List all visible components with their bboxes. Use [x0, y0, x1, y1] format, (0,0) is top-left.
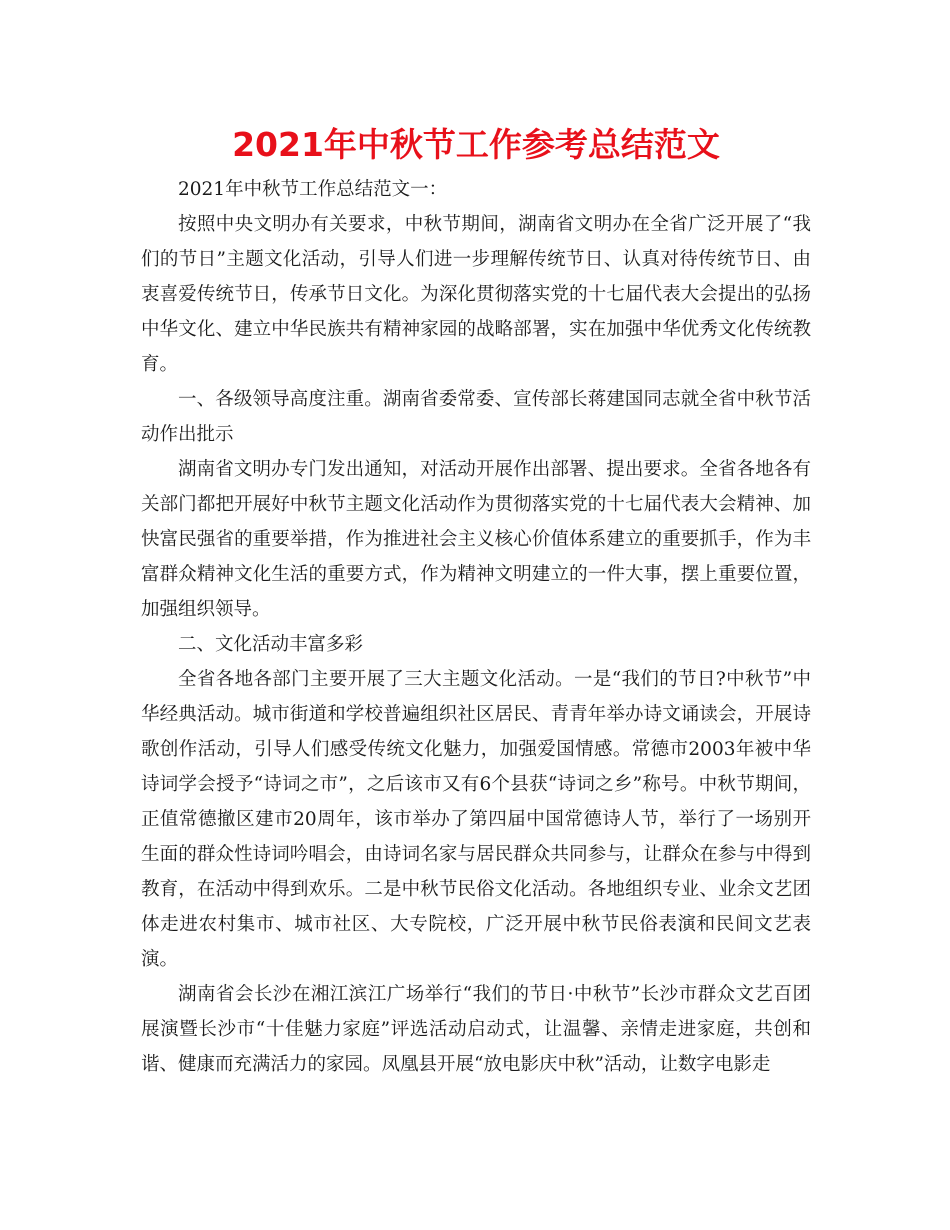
- paragraph-section-one-body: 湖南省文明办专门发出通知，对活动开展作出部署、提出要求。全省各地各有关部门都把开展好中秋节主题文化活动作为贯彻落实党的十七届代表大会精神、加快富民强省的重要举措，作为推进社会主义核心价值体系建立的重要抓手，作为丰富群众精神文化生活的重要方式，作为精神文明建立的一件大事，摆上重要位置，加强组织领导。: [141, 459, 811, 620]
- paragraph-changsha: 湖南省会长沙在湘江滨江广场举行“我们的节日·中秋节”长沙市群众文艺百团展演暨长沙市“十佳魅力家庭”评选活动启动式，让温馨、亲情走进家庭，共创和谐、健康而充满活力的家园。凤凰县开展“放电影庆中秋”活动，让数字电影走: [141, 984, 811, 1075]
- paragraph-section-one-heading: 一、各级领导高度注重。湖南省委常委、宣传部长蒋建国同志就全省中秋节活动作出批示: [141, 389, 811, 445]
- paragraph-intro: 按照中央文明办有关要求，中秋节期间，湖南省文明办在全省广泛开展了“我们的节日”主题文化活动，引导人们进一步理解传统节日、认真对待传统节日、由衷喜爱传统节日，传承节日文化。为深化贯彻落实党的十七届代表大会提出的弘扬中华文化、建立中华民族共有精神家园的战略部署，实在加强中华优秀文化传统教育。: [141, 214, 811, 375]
- paragraph-section-two-heading: 二、文化活动丰富多彩: [178, 634, 364, 655]
- document-page: [141, 118, 811, 1082]
- paragraph-section-two-body: 全省各地各部门主要开展了三大主题文化活动。一是“我们的节日?中秋节”中华经典活动。城市街道和学校普遍组织社区居民、青青年举办诗文诵读会，开展诗歌创作活动，引导人们感受传统文化魅力，加强爱国情感。常德市2003年被中华诗词学会授予“诗词之市”，之后该市又有6个县获“诗词之乡”称号。中秋节期间，正值常德撤区建市20周年，该市举办了第四届中国常德诗人节，举行了一场别开生面的群众性诗词吟唱会，由诗词名家与居民群众共同参与，让群众在参与中得到教育，在活动中得到欢乐。二是中秋节民俗文化活动。各地组织专业、业余文艺团体走进农村集市、城市社区、大专院校，广泛开展中秋节民俗表演和民间文艺表演。: [141, 669, 811, 970]
- document-title: 2021年中秋节工作参考总结范文: [232, 125, 720, 164]
- paragraph-subtitle: 2021年中秋节工作总结范文一：: [178, 179, 448, 200]
